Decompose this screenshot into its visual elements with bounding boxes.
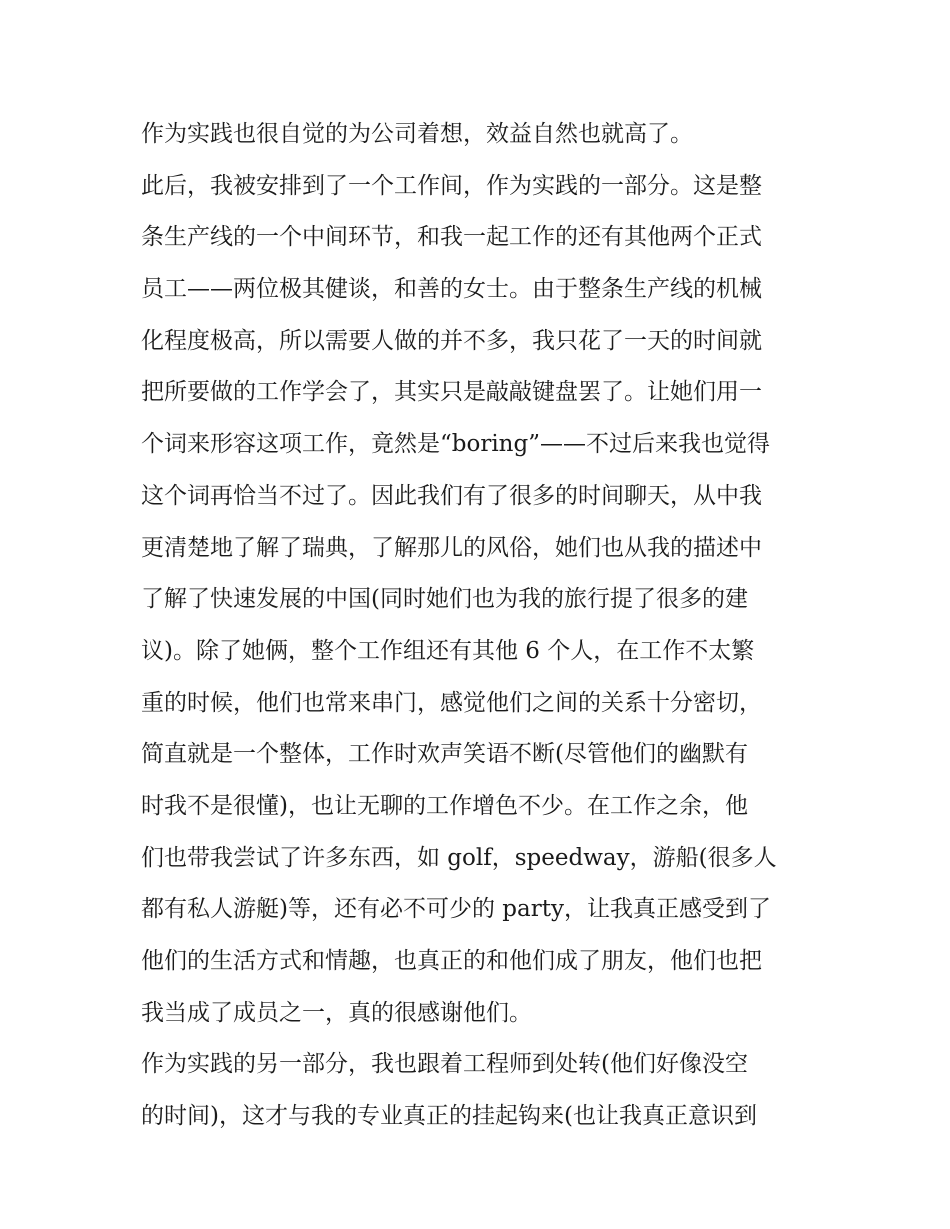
text-line: 的时间)，这才与我的专业真正的挂起钩来(也让我真正意识到 <box>141 1103 757 1130</box>
text-line: 把所要做的工作学会了，其实只是敲敲键盘罢了。让她们用一 <box>141 379 762 406</box>
text-line: 条生产线的一个中间环节，和我一起工作的还有其他两个正式 <box>141 224 762 251</box>
text-line: 了解了快速发展的中国(同时她们也为我的旅行提了很多的建 <box>141 586 748 613</box>
text-line: 们也带我尝试了许多东西，如 golf，speedway，游船(很多人 <box>141 844 777 871</box>
text-line: 员工——两位极其健谈，和善的女士。由于整条生产线的机械 <box>141 276 762 303</box>
text-line: 议)。除了她俩，整个工作组还有其他 6 个人，在工作不太繁 <box>141 637 755 664</box>
text-line: 简直就是一个整体，工作时欢声笑语不断(尽管他们的幽默有 <box>141 741 748 768</box>
text-line: 都有私人游艇)等，还有必不可少的 party，让我真正感受到了 <box>141 896 771 923</box>
text-line: 我当成了成员之一，真的很感谢他们。 <box>141 999 532 1026</box>
text-line: 他们的生活方式和情趣，也真正的和他们成了朋友，他们也把 <box>141 948 762 974</box>
text-line: 更清楚地了解了瑞典，了解那儿的风俗，她们也从我的描述中 <box>141 534 762 561</box>
text-line: 作为实践也很自觉的为公司着想，效益自然也就高了。 <box>141 121 693 147</box>
text-line: 重的时候，他们也常来串门，感觉他们之间的关系十分密切， <box>141 689 762 716</box>
body-text <box>141 109 821 1143</box>
text-line: 这个词再恰当不过了。因此我们有了很多的时间聊天，从中我 <box>141 482 762 509</box>
text-line: 化程度极高，所以需要人做的并不多，我只花了一天的时间就 <box>141 327 762 354</box>
text-line: 作为实践的另一部分，我也跟着工程师到处转(他们好像没空 <box>141 1051 748 1078</box>
text-line: 时我不是很懂)，也让无聊的工作增色不少。在工作之余，他 <box>141 792 748 819</box>
text-line: 个词来形容这项工作，竟然是“boring”——不过后来我也觉得 <box>141 431 770 458</box>
text-line: 此后，我被安排到了一个工作间，作为实践的一部分。这是整 <box>141 172 762 199</box>
